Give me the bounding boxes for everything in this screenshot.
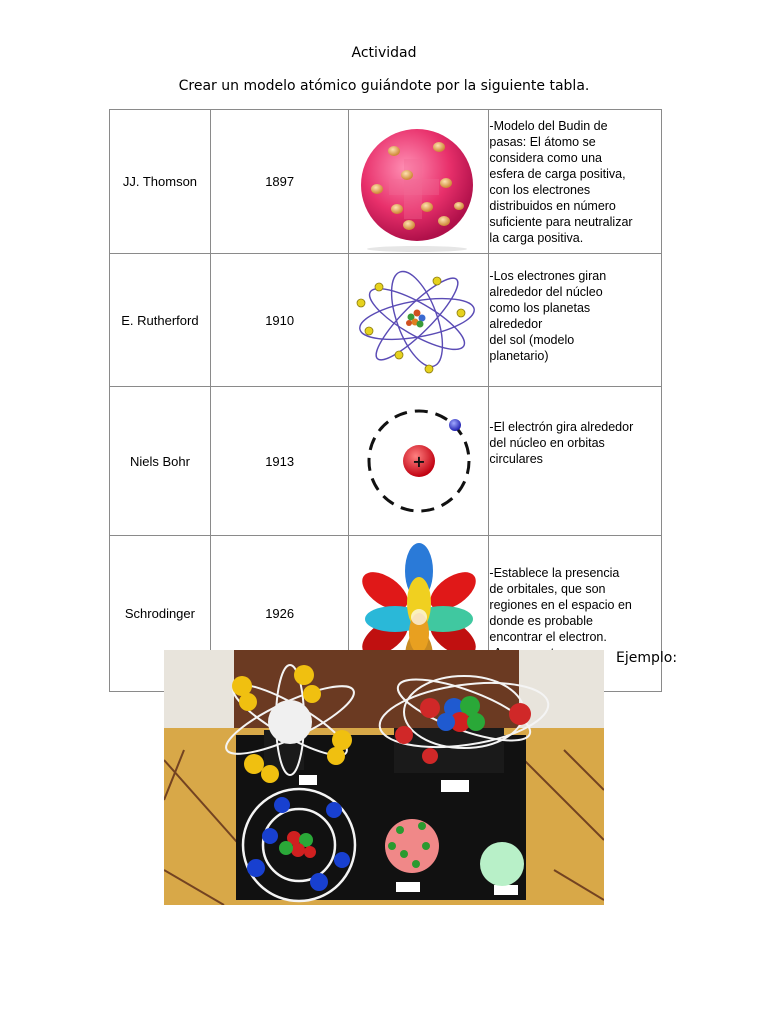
page-title: Actividad [351, 45, 417, 61]
description-text: -Establece la presencia de orbitales, que son regiones en el espacio en donde es probable encontrar el electron. [489, 565, 632, 644]
year-cell: 1913 [210, 387, 349, 536]
example-photo-illustration [164, 650, 604, 905]
scientist-cell: Niels Bohr [110, 387, 211, 536]
rutherford-atom-illustration [349, 261, 488, 379]
description-cell [489, 254, 662, 387]
thomson-model-image [349, 110, 489, 254]
description-cell [489, 387, 662, 536]
year-cell: 1897 [210, 110, 349, 254]
example-models-photo [164, 650, 604, 905]
year-cell: 1910 [210, 254, 349, 387]
description-text: -Los electrones giran alrededor del núcleo como los planetas alrededor del sol (modelo planetario) [489, 269, 607, 363]
scientist-cell: Schrodinger [110, 536, 211, 692]
thomson-atom-illustration [349, 111, 488, 253]
scientist-cell: E. Rutherford [110, 254, 211, 387]
scientist-cell: JJ. Thomson [110, 110, 211, 254]
table-row [110, 254, 662, 387]
description-text: -Modelo del Budin de pasas: El átomo se considera como una esfera de carga positiva, con los electrones distribuidos en número suficiente para neutralizar la carga positiva. [489, 119, 633, 245]
bohr-model-image [349, 387, 489, 536]
page-subtitle: Crear un modelo atómico guiándote por la siguiente tabla. [178, 78, 590, 94]
table-row [110, 110, 662, 254]
atomic-models-table [109, 109, 662, 692]
description-text: -El electrón gira alrededor del núcleo en orbitas circulares [489, 420, 634, 466]
example-label: Ejemplo: [616, 650, 678, 666]
year-cell: 1926 [210, 536, 349, 692]
nucleus-plus-symbol: + [412, 452, 427, 471]
description-cell [489, 110, 662, 254]
table-row [110, 387, 662, 536]
bohr-atom-illustration [349, 403, 488, 519]
rutherford-model-image [349, 254, 489, 387]
